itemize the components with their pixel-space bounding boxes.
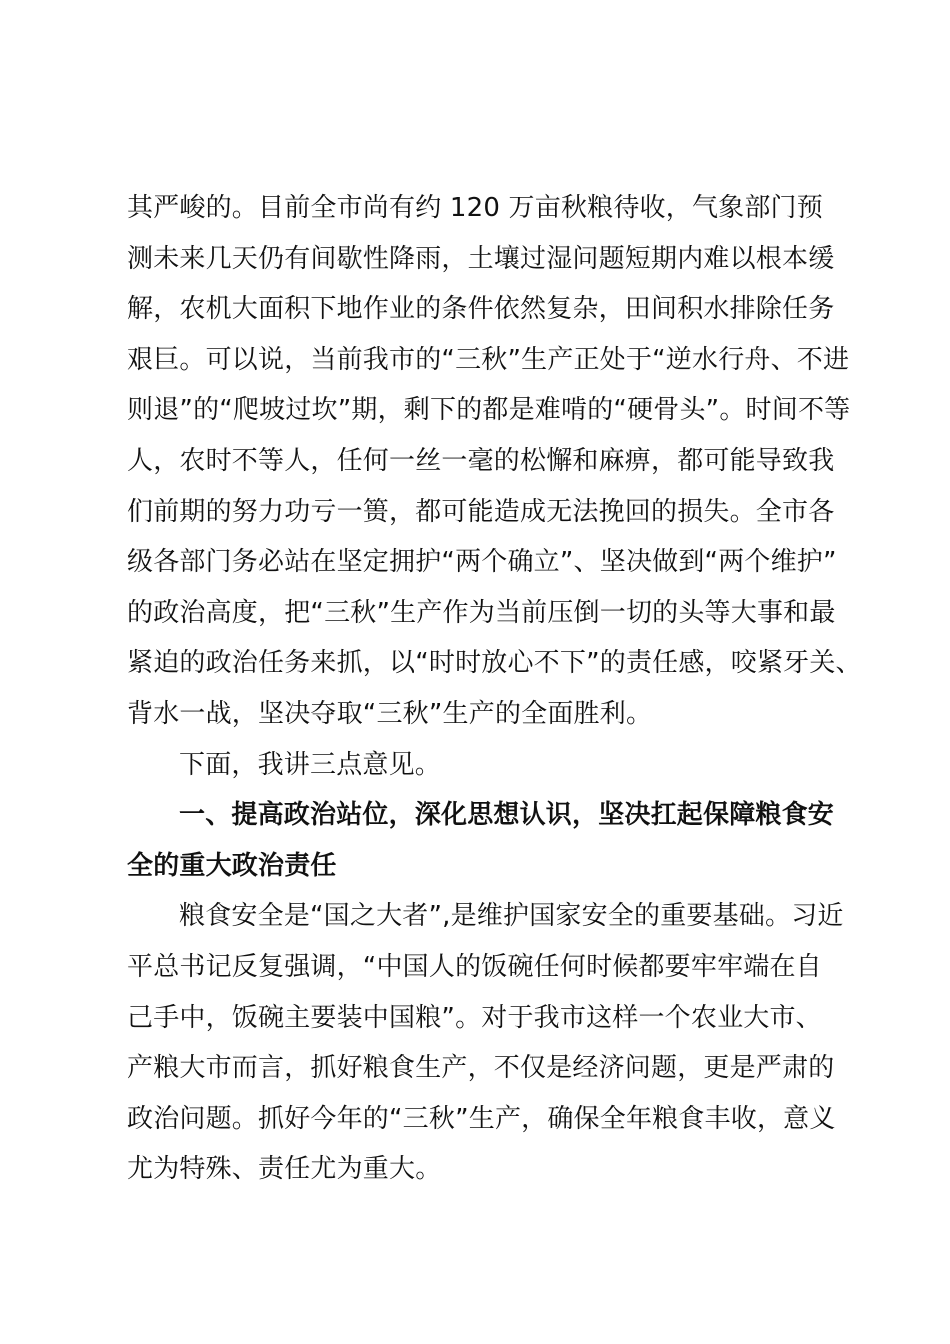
text-line: 人，农时不等人，任何一丝一毫的松懈和麻痹，都可能导致我 — [127, 445, 835, 476]
text-line: 们前期的努力功亏一篑，都可能造成无法挽回的损失。全市各 — [127, 496, 835, 527]
section-heading-line: 全的重大政治责任 — [127, 850, 337, 881]
text-line: 产粮大市而言，抓好粮食生产，不仅是经济问题，更是严肃的 — [127, 1053, 835, 1084]
text-line: 则退”的“爬坡过坎”期，剩下的都是难啃的“硬骨头”。时间不等 — [127, 395, 851, 426]
text-line: 测未来几天仍有间歇性降雨，土壤过湿问题短期内难以根本缓 — [127, 243, 835, 274]
text-line: 粮食安全是“国之大者”,是维护国家安全的重要基础。习近 — [179, 901, 844, 932]
text-line: 紧迫的政治任务来抓，以“时时放心不下”的责任感，咬紧牙关、 — [127, 648, 862, 679]
section-heading-line: 一、提高政治站位，深化思想认识，坚决扛起保障粮食安 — [179, 800, 835, 831]
text-line: 级各部门务必站在坚定拥护“两个确立”、坚决做到“两个维护” — [127, 547, 837, 578]
text-line: 政治问题。抓好今年的“三秋”生产，确保全年粮食丰收，意义 — [127, 1103, 836, 1134]
text-line: 尤为特殊、责任尤为重大。 — [127, 1154, 442, 1185]
text-line: 其严峻的。目前全市尚有约 120 万亩秋粮待收，气象部门预 — [127, 193, 823, 223]
text-line: 背水一战，坚决夺取“三秋”生产的全面胜利。 — [127, 698, 653, 729]
text-line: 己手中，饭碗主要装中国粮”。对于我市这样一个农业大市、 — [127, 1002, 822, 1033]
text-line: 解，农机大面积下地作业的条件依然复杂，田间积水排除任务 — [127, 294, 835, 325]
body-text — [127, 183, 862, 1195]
text-line: 平总书记反复强调，“中国人的饭碗任何时候都要牢牢端在自 — [127, 951, 822, 982]
text-line: 的政治高度，把“三秋”生产作为当前压倒一切的头等大事和最 — [127, 597, 836, 628]
text-line: 艰巨。可以说，当前我市的“三秋”生产正处于“逆水行舟、不进 — [127, 344, 850, 375]
paragraph-intro-line: 下面，我讲三点意见。 — [179, 749, 442, 780]
